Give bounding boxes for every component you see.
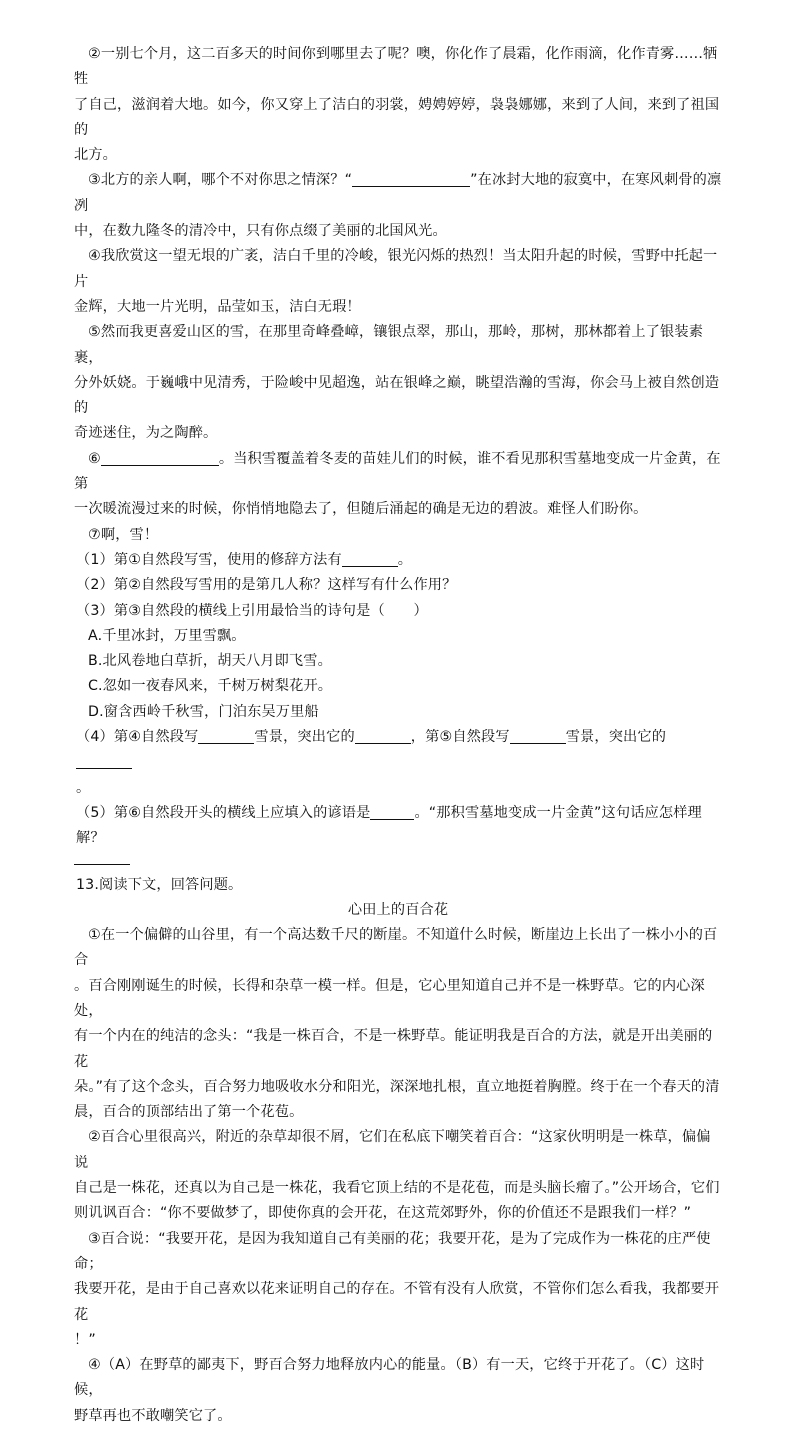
question-text: 。“那积雪墓地变成一片金黄”这句话应怎样理解？ xyxy=(76,804,702,847)
option-d[interactable]: D.窗含西岭千秋雪，门泊东吴万里船 xyxy=(88,703,319,720)
answer-blank[interactable] xyxy=(342,550,398,567)
text-span: ③北方的亲人啊，哪个不对你思之情深？“ xyxy=(88,172,353,189)
answer-blank[interactable] xyxy=(370,803,414,820)
text-line: ⑤然而我更喜爱山区的雪，在那里奇峰叠嶂，镶银点翠，那山，那岭，那树，那林都着上了银装素裹， xyxy=(74,324,704,366)
text-line: 北方。 xyxy=(74,147,118,164)
text-line: 。百合刚刚诞生的时候，长得和杂草一模一样。但是，它心里知道自己并不是一株野草。它的内心深处， xyxy=(74,977,705,1019)
text-line: 一次暖流漫过来的时候，你悄悄地隐去了，但随后涌起的确是无边的碧波。难怪人们盼你。 xyxy=(74,501,648,518)
passage-paragraph-4 xyxy=(74,1353,722,1429)
fill-blank-line[interactable] xyxy=(101,449,219,466)
answer-blank[interactable] xyxy=(74,852,130,865)
text-line: 则讥讽百合：“你不要做梦了，即使你真的会开花，在这荒郊野外，你的价值还不是跟我们一样？” xyxy=(74,1205,692,1222)
question-text: 雪景，突出它的 xyxy=(565,729,667,746)
text-span: ”在冰封大地的寂寞中，在寒风刺骨的凛冽 xyxy=(74,172,722,214)
passage-paragraph-3 xyxy=(74,1227,722,1353)
option-b[interactable]: B.北风卷地白草折，胡天八月即飞雪。 xyxy=(88,653,332,670)
question-text: （4）第④自然段写 xyxy=(76,729,199,746)
question-3: （3）第③自然段的横线上引用最恰当的诗句是（ ） xyxy=(76,602,428,619)
question-text: ，第⑤自然段写 xyxy=(410,729,510,746)
question-text: （1）第①自然段写雪，使用的修辞方法有 xyxy=(76,551,342,568)
text-line: 金辉，大地一片光明，品莹如玉，洁白无瑕！ xyxy=(74,298,361,315)
answer-blank[interactable] xyxy=(76,752,132,769)
text-line: 自己是一株花，还真以为自己是一株花，我看它顶上结的不是花苞，而是头脑长瘤了。”公开场合，它们 xyxy=(74,1180,720,1197)
paragraph-4 xyxy=(74,244,722,320)
passage-paragraph-2 xyxy=(74,1125,722,1226)
section-13-heading: 13.阅读下文，回答问题。 xyxy=(76,876,243,893)
paragraph-7: ⑦啊，雪！ xyxy=(88,526,159,543)
text-line: 野草再也不敢嘲笑它了。 xyxy=(74,1407,232,1424)
passage-paragraph-1 xyxy=(74,923,722,1125)
text-line: ②一别七个月，这二百多天的时间你到哪里去了呢？噢，你化作了晨霜，化作雨滴，化作青雾……牺牲 xyxy=(74,46,718,88)
text-line: 有一个内在的纯洁的念头：“我是一株百合，不是一株野草。能证明我是百合的方法，就是开出美丽的花 xyxy=(74,1028,713,1070)
option-a[interactable]: A.千里冰封，万里雪飘。 xyxy=(88,627,246,644)
fill-blank-line[interactable] xyxy=(352,170,470,187)
paragraph-3 xyxy=(74,168,722,244)
text-line: ①在一个偏僻的山谷里，有一个高达数千尺的断崖。不知道什么时候，断崖边上长出了一株小小的百合 xyxy=(74,927,718,969)
question-4-end: 。 xyxy=(76,779,91,796)
answer-blank[interactable] xyxy=(198,727,254,744)
paragraph-2 xyxy=(74,42,722,168)
paragraph-5 xyxy=(74,320,722,446)
text-line: 了自己，滋润着大地。如今，你又穿上了洁白的羽裳，娉娉婷婷，袅袅娜娜，来到了人间，来到了祖国的 xyxy=(74,96,720,138)
paragraph-6 xyxy=(74,447,722,523)
question-5 xyxy=(74,801,722,852)
text-line: ④我欣赏这一望无垠的广袤，洁白千里的冷峻，银光闪烁的热烈！当太阳升起的时候，雪野中托起一片 xyxy=(74,248,718,290)
question-4 xyxy=(74,725,722,776)
text-span: 。当积雪覆盖着冬麦的苗娃儿们的时候，谁不看见那积雪墓地变成一片金黄，在第 xyxy=(74,450,721,493)
passage-title: 心田上的百合花 xyxy=(347,901,449,918)
question-1 xyxy=(74,548,722,573)
question-text: 雪景，突出它的 xyxy=(254,729,355,746)
text-line: ③百合说：“我要开花，是因为我知道自己有美丽的花；我要开花，是为了完成作为一株花的庄严使命； xyxy=(74,1230,711,1272)
document-page xyxy=(74,42,722,1429)
option-c[interactable]: C.忽如一夜春风来，千树万树梨花开。 xyxy=(88,678,333,695)
text-line: 朵。”有了这个念头，百合努力地吸收水分和阳光，深深地扎根，直立地挺着胸膛。终于在一个春天的清 xyxy=(74,1078,720,1095)
question-text: 。 xyxy=(397,551,413,568)
text-line xyxy=(74,168,722,219)
text-line: ②百合心里很高兴，附近的杂草却很不屑，它们在私底下嘲笑着百合：“这家伙明明是一株草，偏偏说 xyxy=(74,1129,711,1171)
text-line: ！” xyxy=(74,1331,96,1348)
answer-blank[interactable] xyxy=(355,727,411,744)
text-span: ⑥ xyxy=(88,450,101,467)
answer-blank[interactable] xyxy=(510,727,566,744)
text-line: 分外妖娆。于巍峨中见清秀，于险峻中见超逸，站在银峰之巅，眺望浩瀚的雪海，你会马上被自然创造的 xyxy=(74,374,720,417)
text-line: 奇迹迷住，为之陶醉。 xyxy=(74,425,218,442)
question-text: （5）第⑥自然段开头的横线上应填入的谚语是 xyxy=(76,804,371,821)
text-line: 晨，百合的顶部结出了第一个花苞。 xyxy=(74,1104,304,1121)
question-2: （2）第②自然段写雪用的是第几人称？这样写有什么作用？ xyxy=(76,577,457,594)
text-line: ④（A）在野草的鄙夷下，野百合努力地释放内心的能量。（B）有一天，它终于开花了。（C）这时候， xyxy=(74,1357,705,1399)
text-line: 我要开花，是由于自己喜欢以花来证明自己的存在。不管有没有人欣赏，不管你们怎么看我，我都要开花 xyxy=(74,1281,720,1323)
text-line xyxy=(74,447,722,498)
text-line: 中，在数九隆冬的清冷中，只有你点缀了美丽的北国风光。 xyxy=(74,223,447,240)
